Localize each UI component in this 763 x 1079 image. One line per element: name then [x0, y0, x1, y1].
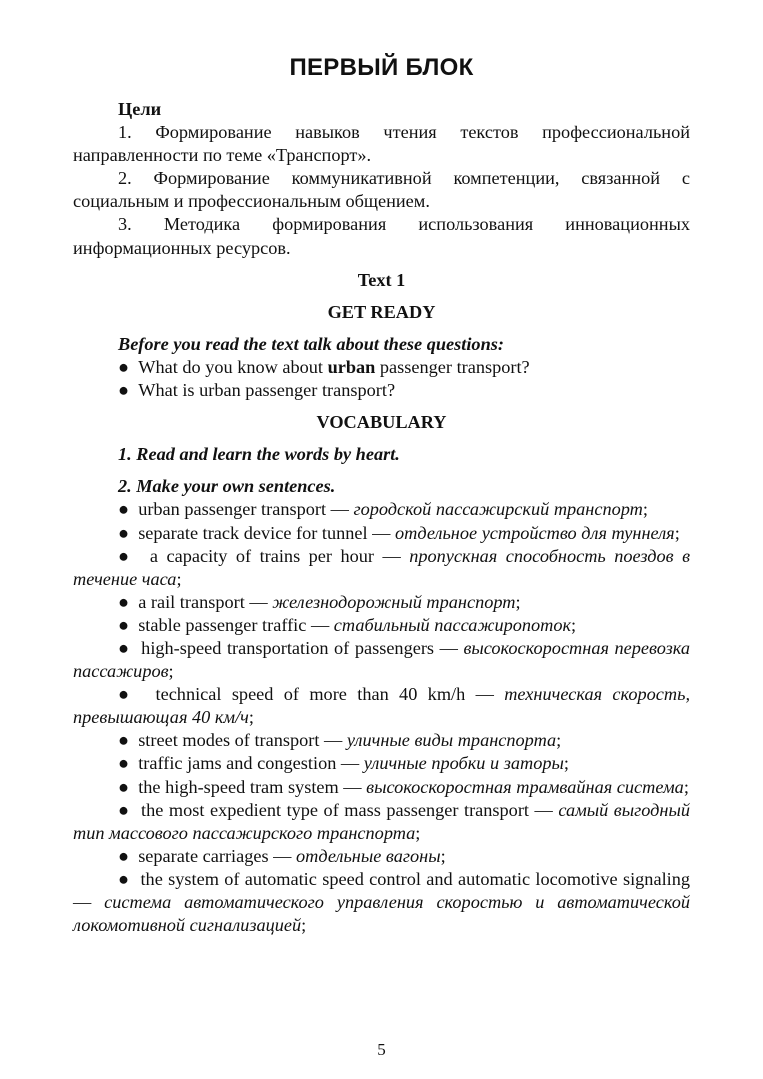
page-number: 5 [377, 1040, 386, 1059]
goals-heading: Цели [118, 99, 162, 119]
get-ready-instruction: Before you read the text talk about these questions: [118, 333, 504, 354]
page-title: ПЕРВЫЙ БЛОК [289, 54, 474, 81]
vocabulary-item: ● urban passenger transport — городской пассажирский транспорт; [118, 499, 648, 520]
goal-item: 2. Формирование коммуникативной компетенции, связанной с социальным и профессиональным общением. [73, 168, 690, 212]
term-en: technical speed of more than 40 km/h [155, 684, 466, 705]
term-ru: уличные виды транспорта [346, 730, 557, 751]
term-en: separate track device for tunnel [138, 522, 368, 543]
term-en: stable passenger traffic [138, 614, 307, 635]
text-heading: Text 1 [357, 269, 406, 290]
term-en: the most expedient type of mass passenger transport [141, 799, 529, 820]
question-item: ● What is urban passenger transport? [118, 380, 396, 401]
term-en: the system of automatic speed control and automatic locomotive signaling [140, 868, 691, 889]
goal-item: 3. Методика формирования использования инновационных информационных ресурсов. [73, 214, 690, 258]
vocabulary-item: ● stable passenger traffic — стабильный пассажиропоток; [118, 614, 577, 635]
term-en: street modes of transport [138, 730, 320, 751]
vocabulary-item: ● street modes of transport — уличные виды транспорта; [118, 730, 562, 751]
vocabulary-item: ● the system of automatic speed control and automatic locomotive signaling — система автоматического управления скоростью и автоматической локомотивной сигнализацией; [73, 868, 691, 936]
term-ru: уличные пробки и заторы [363, 753, 564, 774]
question-keyword: urban [327, 356, 376, 377]
term-ru: система автоматического управления скоростью и автоматической локомотивной сигнализацией [73, 892, 690, 936]
vocabulary-task-2: 2. Make your own sentences. [118, 476, 336, 497]
vocabulary-list [73, 498, 690, 937]
term-ru: техническая скорость, превышающая 40 км/ч [73, 684, 691, 728]
question-text-start: What do you know about [138, 356, 328, 377]
document-page [73, 52, 690, 937]
get-ready-heading: GET READY [327, 301, 436, 322]
vocabulary-item: ● technical speed of more than 40 km/h — техническая скорость, превышающая 40 км/ч; [73, 684, 691, 728]
vocabulary-item: ● a capacity of trains per hour — пропускная способность поездов в течение часа; [73, 545, 691, 589]
term-en: high-speed transportation of passengers [141, 637, 435, 658]
term-ru: высокоскоростная трамвайная система [366, 776, 684, 797]
question-text: What is urban passenger transport? [138, 380, 396, 401]
term-ru: самый выгодный тип массового пассажирского транспорта [73, 799, 690, 843]
question-item: ● What do you know about urban passenger transport? [118, 356, 530, 377]
term-en: a capacity of trains per hour [149, 545, 374, 566]
term-ru: пропускная способность поездов в течение часа [73, 545, 691, 589]
term-ru: отдельное устройство для туннеля [395, 522, 675, 543]
vocabulary-item: ● high-speed transportation of passengers — высокоскоростная перевозка пассажиров; [73, 637, 690, 682]
term-ru: высокоскоростная перевозка пассажиров [73, 637, 690, 682]
term-en: a rail transport [138, 591, 245, 612]
term-en: urban passenger transport [138, 499, 327, 520]
vocabulary-heading: VOCABULARY [316, 412, 447, 433]
term-en: traffic jams and congestion [138, 753, 337, 774]
vocabulary-item: ● separate track device for tunnel — отдельное устройство для туннеля; [118, 522, 680, 543]
term-en: separate carriages [138, 845, 269, 866]
vocabulary-item: ● separate carriages — отдельные вагоны; [118, 845, 446, 866]
vocabulary-item: ● the high-speed tram system — высокоскоростная трамвайная система; [118, 776, 689, 797]
term-en: the high-speed tram system [138, 776, 339, 797]
goal-item: 1. Формирование навыков чтения текстов профессиональной направленности по теме «Транспорт». [73, 122, 690, 166]
term-ru: железнодорожный транспорт [272, 591, 516, 612]
term-ru: стабильный пассажиропоток [333, 614, 572, 635]
vocabulary-item: ● the most expedient type of mass passenger transport — самый выгодный тип массового пассажирского транспорта; [73, 799, 690, 843]
term-ru: городской пассажирский транспорт [353, 499, 643, 520]
vocabulary-item: ● traffic jams and congestion — уличные пробки и заторы; [118, 753, 569, 774]
vocabulary-item: ● a rail transport — железнодорожный транспорт; [118, 591, 521, 612]
question-text-end: passenger transport? [375, 356, 530, 377]
term-ru: отдельные вагоны [296, 845, 441, 866]
vocabulary-task-1: 1. Read and learn the words by heart. [118, 444, 400, 465]
